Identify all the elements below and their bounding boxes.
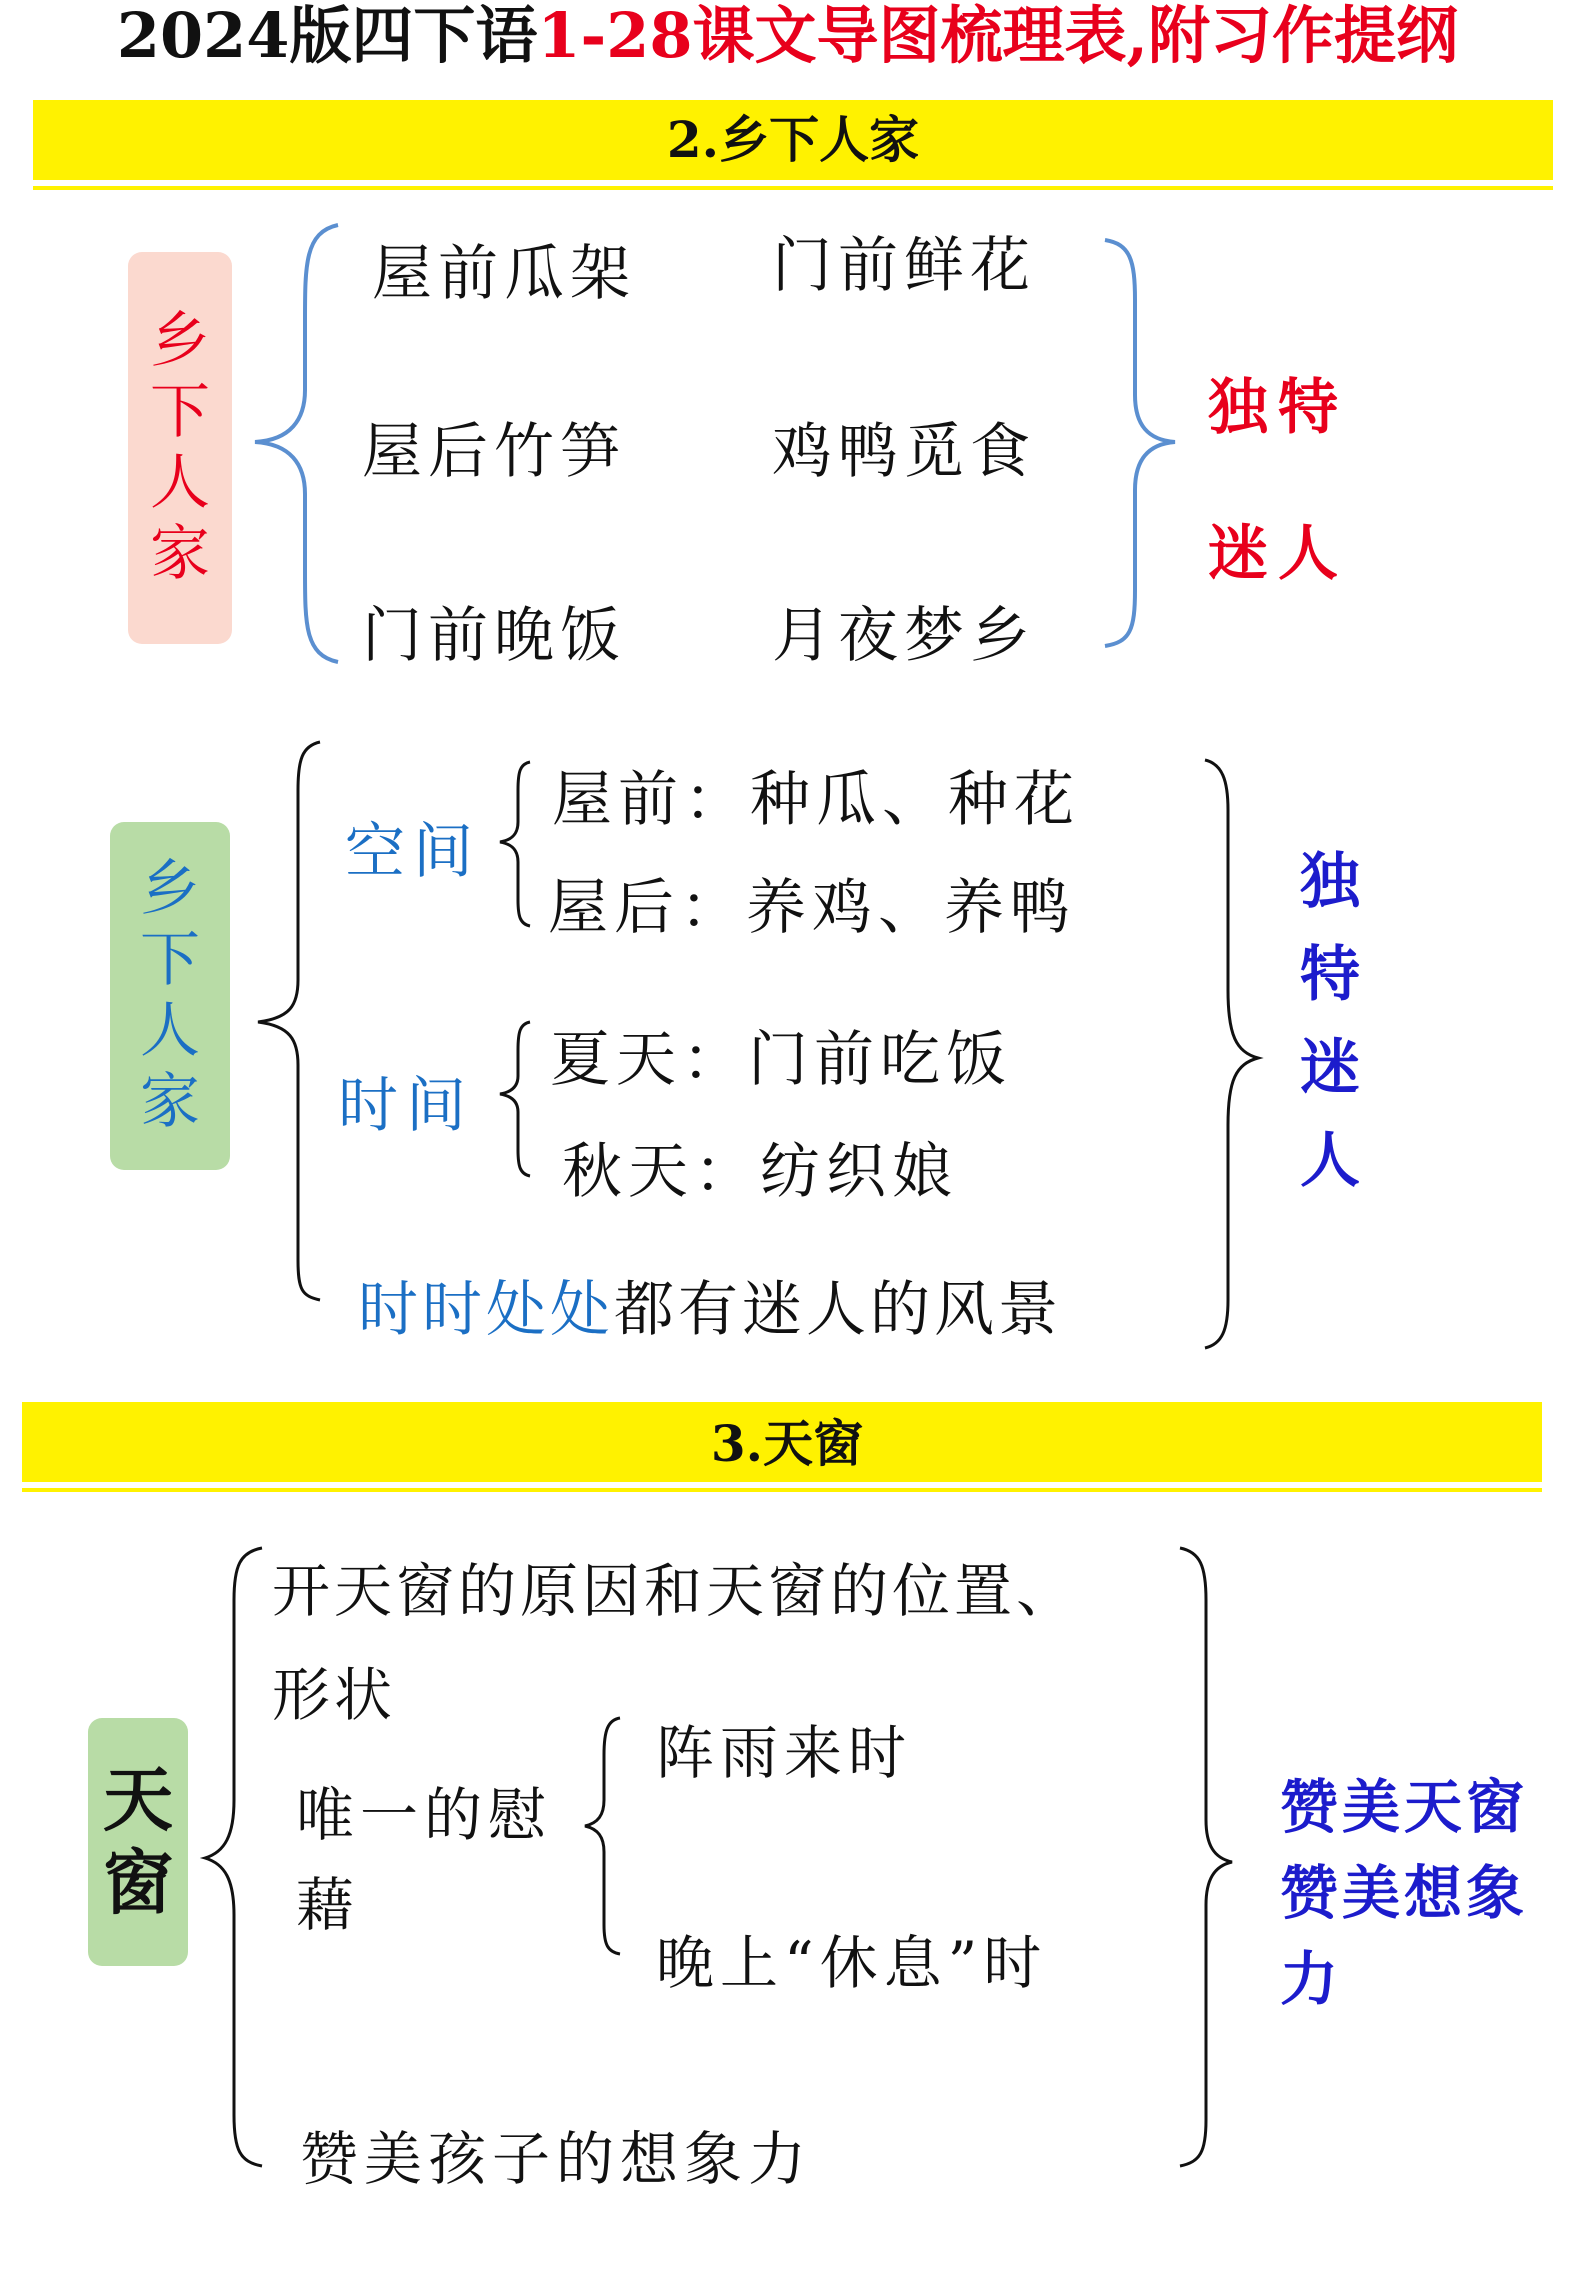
tianchuang-conclusion-line: 赞美天窗 [1280, 1773, 1529, 1841]
tianchuang-root-pill [88, 1718, 188, 1966]
diagram2-conclusion [1300, 836, 1360, 1208]
root-char: 天 [103, 1758, 173, 1842]
diagram1-right-brace [1105, 240, 1175, 646]
root-char: 下 [140, 925, 200, 996]
root-char: 窗 [103, 1841, 173, 1924]
tianchuang-conclusion-line: 力 [1280, 1945, 1343, 2013]
diagram2-left-brace [258, 742, 320, 1300]
tianchuang-sub-item: 晚上“休息”时 [656, 1929, 1048, 1997]
diagram1-item: 月夜梦乡 [772, 601, 1036, 671]
title-red-part: 1-28课文导图梳理表,附习作提纲 [537, 0, 1459, 72]
root-char: 家 [140, 1066, 200, 1137]
tianchuang-conclusion-line: 赞美想象 [1280, 1859, 1529, 1927]
space-label: 空间 [345, 817, 481, 887]
diagram1-item: 门前鲜花 [772, 231, 1036, 301]
everywhere-line [358, 1262, 1062, 1348]
diagram1-item: 屋后竹笋 [362, 417, 626, 487]
space-brace [500, 762, 530, 926]
diagram1-root-pill [128, 252, 232, 644]
root-char: 人 [150, 448, 210, 518]
time-label: 时间 [338, 1071, 474, 1141]
time-item: 夏天：门前吃饭 [550, 1025, 1012, 1095]
root-char: 乡 [140, 854, 200, 925]
time-item: 秋天：纺织娘 [562, 1137, 958, 1207]
root-char: 家 [150, 518, 210, 589]
diagram1-left-brace [255, 225, 338, 662]
everywhere-blue: 时时处处 [358, 1275, 614, 1345]
diagram2-root-pill [110, 822, 230, 1170]
root-char: 乡 [150, 306, 210, 377]
root-char: 下 [150, 377, 210, 448]
tianchuang-item1-line2: 形状 [272, 1661, 397, 1729]
diagram1-item: 屋前瓜架 [372, 239, 636, 309]
everywhere-rest: 都有迷人的风景 [614, 1275, 1062, 1345]
diagram2-right-brace [1205, 760, 1258, 1348]
diagram1-item: 鸡鸭觅食 [772, 417, 1036, 487]
diagram1-conclusion: 迷人 [1208, 519, 1348, 589]
tianchuang-item1-line1: 开天窗的原因和天窗的位置、 [272, 1557, 1079, 1625]
space-item: 屋后：养鸡、养鸭 [548, 873, 1076, 943]
tianchuang-right-brace [1180, 1548, 1232, 2166]
root-char: 人 [140, 996, 200, 1066]
time-brace [500, 1022, 530, 1176]
tianchuang-item2-line2: 藉 [296, 1871, 361, 1939]
diagram1-item: 门前晚饭 [362, 601, 626, 671]
conclusion-char: 人 [1300, 1126, 1360, 1196]
conclusion-char: 特 [1300, 940, 1360, 1010]
space-item: 屋前：种瓜、种花 [552, 765, 1080, 835]
title-black-part: 2024版四下语 [116, 0, 538, 72]
conclusion-char: 迷 [1300, 1033, 1360, 1103]
tianchuang-item2-line1: 唯一的慰 [296, 1781, 553, 1849]
section1-band-underline [33, 186, 1553, 190]
tianchuang-sub-item: 阵雨来时 [656, 1719, 913, 1787]
tianchuang-left-brace [205, 1548, 262, 2166]
section1-title: 2.乡下人家 [666, 110, 920, 169]
conclusion-char: 独 [1300, 847, 1360, 917]
tianchuang-sub-brace [585, 1718, 620, 1954]
tianchuang-item3: 赞美孩子的想象力 [300, 2125, 813, 2193]
section2-band-underline [22, 1488, 1542, 1492]
section2-title: 3.天窗 [710, 1414, 864, 1473]
diagram1-conclusion: 独特 [1208, 373, 1348, 443]
